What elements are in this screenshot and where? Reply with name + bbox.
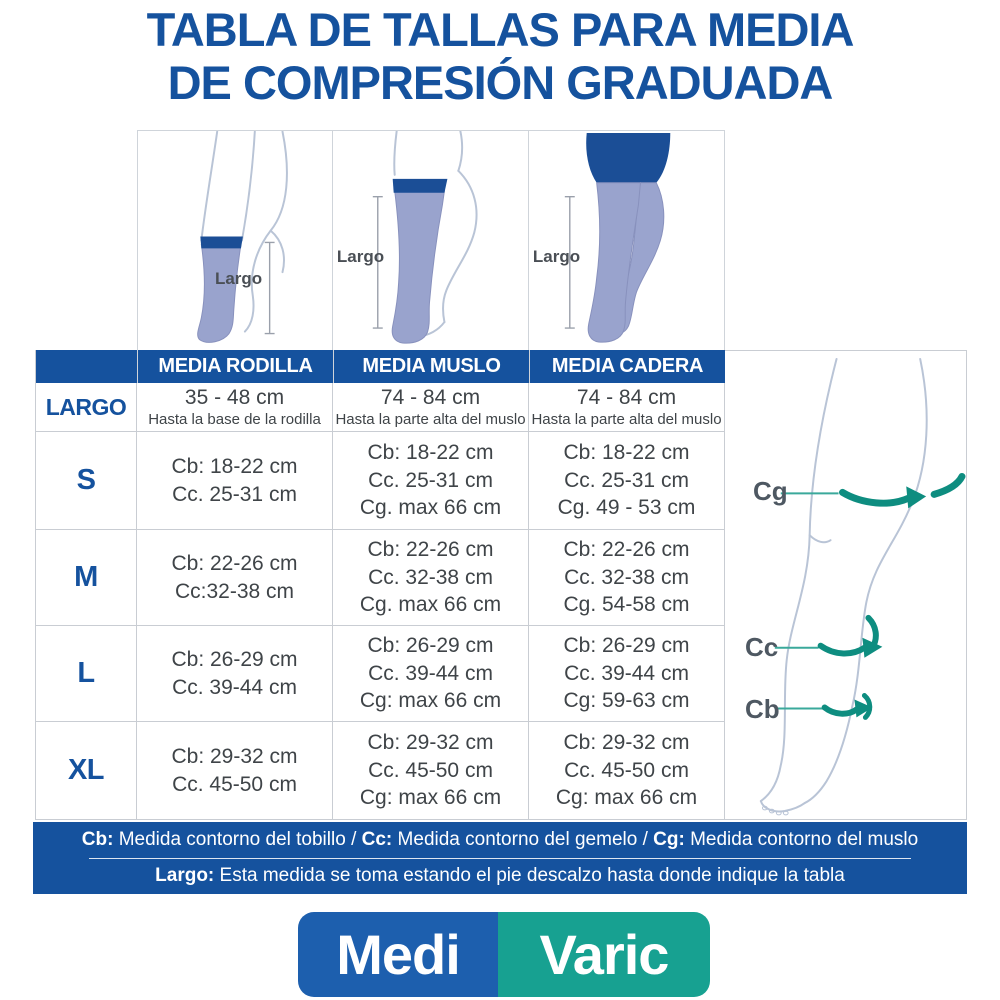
legend-largo-text: Esta medida se toma estando el pie descalzo hasta donde indique la tabla bbox=[214, 864, 845, 886]
cell-l-rodilla bbox=[137, 626, 333, 722]
column-header-media-cadera: MEDIA CADERA bbox=[529, 350, 725, 383]
back-leg-outline bbox=[443, 171, 476, 322]
cell-line: Cc. 45-50 cm bbox=[172, 772, 297, 796]
legend-cc-abbr: Cc: bbox=[361, 828, 393, 850]
cell-line: Cb: 18-22 cm bbox=[367, 440, 494, 464]
stocking-figures-row bbox=[137, 130, 725, 350]
legend-line1 bbox=[33, 829, 967, 852]
cell-largo-rodilla bbox=[137, 383, 333, 432]
front-thigh-outline-right bbox=[242, 132, 255, 241]
column-header-media-muslo: MEDIA MUSLO bbox=[333, 350, 529, 383]
cell-line: Cc. 39-44 cm bbox=[172, 675, 297, 699]
medivaric-logo bbox=[298, 912, 710, 997]
cell-line: Cb: 26-29 cm bbox=[563, 633, 690, 657]
cell-line: Cc. 25-31 cm bbox=[564, 468, 689, 492]
measurement-points-diagram bbox=[725, 350, 967, 820]
hip-outline-right bbox=[458, 131, 462, 171]
leg-measurement-illustration bbox=[725, 351, 966, 819]
stocking-top-band bbox=[393, 179, 448, 193]
logo-medi-part: Medi bbox=[298, 912, 498, 997]
cell-line: Cb: 26-29 cm bbox=[171, 647, 298, 671]
cell-line: Cc. 39-44 cm bbox=[368, 661, 493, 685]
cc-measure-arrow bbox=[821, 646, 865, 654]
sock-top-band bbox=[200, 237, 243, 249]
leg-front-outline bbox=[761, 359, 837, 801]
page-title bbox=[0, 4, 1000, 109]
cell-line: Cb: 29-32 cm bbox=[367, 730, 494, 754]
page-title-line1: TABLA DE TALLAS PARA MEDIA bbox=[146, 3, 854, 56]
cell-line: Cc. 45-50 cm bbox=[564, 758, 689, 782]
media-rodilla-figure bbox=[137, 130, 333, 350]
back-leg-outline bbox=[245, 132, 287, 332]
back-knee-outline bbox=[271, 231, 284, 273]
legend-band bbox=[33, 822, 967, 894]
cell-line: Cg: max 66 cm bbox=[359, 689, 502, 713]
thigh-stocking-shape bbox=[392, 191, 444, 343]
column-header-media-rodilla: MEDIA RODILLA bbox=[137, 350, 333, 383]
cell-m-rodilla bbox=[137, 530, 333, 626]
legend-cb-text: Medida contorno del tobillo / bbox=[113, 828, 362, 850]
cell-s-cadera bbox=[529, 432, 725, 530]
cell-s-muslo bbox=[333, 432, 529, 530]
cell-xl-cadera bbox=[529, 722, 725, 820]
media-cadera-figure bbox=[529, 130, 725, 350]
row-label-s: S bbox=[35, 432, 137, 530]
knee-line bbox=[810, 535, 831, 542]
size-table bbox=[35, 350, 725, 820]
cell-line: Cb: 22-26 cm bbox=[171, 551, 298, 575]
cell-m-cadera bbox=[529, 530, 725, 626]
legend-cg-abbr: Cg: bbox=[653, 828, 685, 850]
cell-line: Cg: 59-63 cm bbox=[563, 689, 690, 713]
cell-subline: Hasta la parte alta del muslo bbox=[531, 411, 722, 429]
cell-largo-muslo bbox=[333, 383, 529, 432]
cell-line: Cg: max 66 cm bbox=[555, 786, 698, 810]
foot-outline bbox=[761, 801, 805, 811]
legend-divider bbox=[89, 858, 911, 859]
cb-label: Cb bbox=[745, 694, 780, 724]
front-thigh-outline-left bbox=[201, 132, 217, 241]
cell-l-muslo bbox=[333, 626, 529, 722]
legend-cg-text: Medida contorno del muslo bbox=[684, 828, 919, 850]
page-title-line2: DE COMPRESIÓN GRADUADA bbox=[167, 55, 833, 109]
cell-line: 35 - 48 cm bbox=[184, 385, 285, 409]
cell-line: Cc. 39-44 cm bbox=[564, 661, 689, 685]
cell-line: Cb: 29-32 cm bbox=[563, 730, 690, 754]
cg-measure-arc-right bbox=[934, 476, 962, 494]
cell-line: Cc. 25-31 cm bbox=[172, 482, 297, 506]
row-label-largo: LARGO bbox=[35, 383, 137, 432]
knee-high-stocking-illustration bbox=[138, 131, 332, 350]
cell-subline: Hasta la parte alta del muslo bbox=[335, 411, 526, 429]
cell-line: Cc:32-38 cm bbox=[174, 579, 295, 603]
largo-label: Largo bbox=[532, 247, 581, 267]
logo-varic-part: Varic bbox=[498, 912, 710, 997]
cg-label: Cg bbox=[753, 476, 788, 506]
knee-sock-shape bbox=[198, 244, 241, 342]
cell-subline: Hasta la base de la rodilla bbox=[148, 411, 321, 429]
panty-shape bbox=[586, 133, 670, 183]
row-label-xl: XL bbox=[35, 722, 137, 820]
cell-line: Cg. 54-58 cm bbox=[563, 593, 690, 617]
row-label-l: L bbox=[35, 626, 137, 722]
cc-label: Cc bbox=[745, 632, 779, 662]
legend-largo-abbr: Largo: bbox=[155, 864, 215, 886]
cell-line: Cb: 29-32 cm bbox=[171, 744, 298, 768]
cell-line: Cb: 26-29 cm bbox=[367, 633, 494, 657]
media-muslo-figure bbox=[333, 130, 529, 350]
cell-line: Cb: 22-26 cm bbox=[563, 537, 690, 561]
legend-line2 bbox=[33, 865, 967, 888]
largo-measure-bracket bbox=[265, 242, 275, 333]
cell-line: Cb: 18-22 cm bbox=[171, 454, 298, 478]
cell-line: Cc. 45-50 cm bbox=[368, 758, 493, 782]
cell-line: Cc. 25-31 cm bbox=[368, 468, 493, 492]
cell-line: Cg: max 66 cm bbox=[359, 786, 502, 810]
cell-line: Cg. 49 - 53 cm bbox=[557, 496, 696, 520]
cell-m-muslo bbox=[333, 530, 529, 626]
cell-line: Cc. 32-38 cm bbox=[368, 565, 493, 589]
cell-l-cadera bbox=[529, 626, 725, 722]
pantyhose-illustration bbox=[529, 131, 724, 350]
cg-measure-arrow bbox=[843, 492, 909, 503]
thigh-high-stocking-illustration bbox=[333, 131, 528, 350]
cell-line: Cb: 22-26 cm bbox=[367, 537, 494, 561]
leg-back-outline bbox=[805, 359, 927, 803]
cell-xl-rodilla bbox=[137, 722, 333, 820]
cell-line: 74 - 84 cm bbox=[576, 385, 677, 409]
legend-cc-text: Medida contorno del gemelo / bbox=[392, 828, 654, 850]
cell-line: Cg. max 66 cm bbox=[359, 593, 502, 617]
legend-cb-abbr: Cb: bbox=[81, 828, 114, 850]
cell-xl-muslo bbox=[333, 722, 529, 820]
table-corner-cell bbox=[35, 350, 137, 383]
cell-line: Cg. max 66 cm bbox=[359, 496, 502, 520]
cell-line: Cb: 18-22 cm bbox=[563, 440, 690, 464]
cell-line: 74 - 84 cm bbox=[380, 385, 481, 409]
largo-label: Largo bbox=[214, 268, 263, 288]
row-label-m: M bbox=[35, 530, 137, 626]
cell-s-rodilla bbox=[137, 432, 333, 530]
hip-outline-left bbox=[394, 131, 396, 175]
cell-line: Cc. 32-38 cm bbox=[564, 565, 689, 589]
cell-largo-cadera bbox=[529, 383, 725, 432]
largo-label: Largo bbox=[336, 247, 385, 267]
